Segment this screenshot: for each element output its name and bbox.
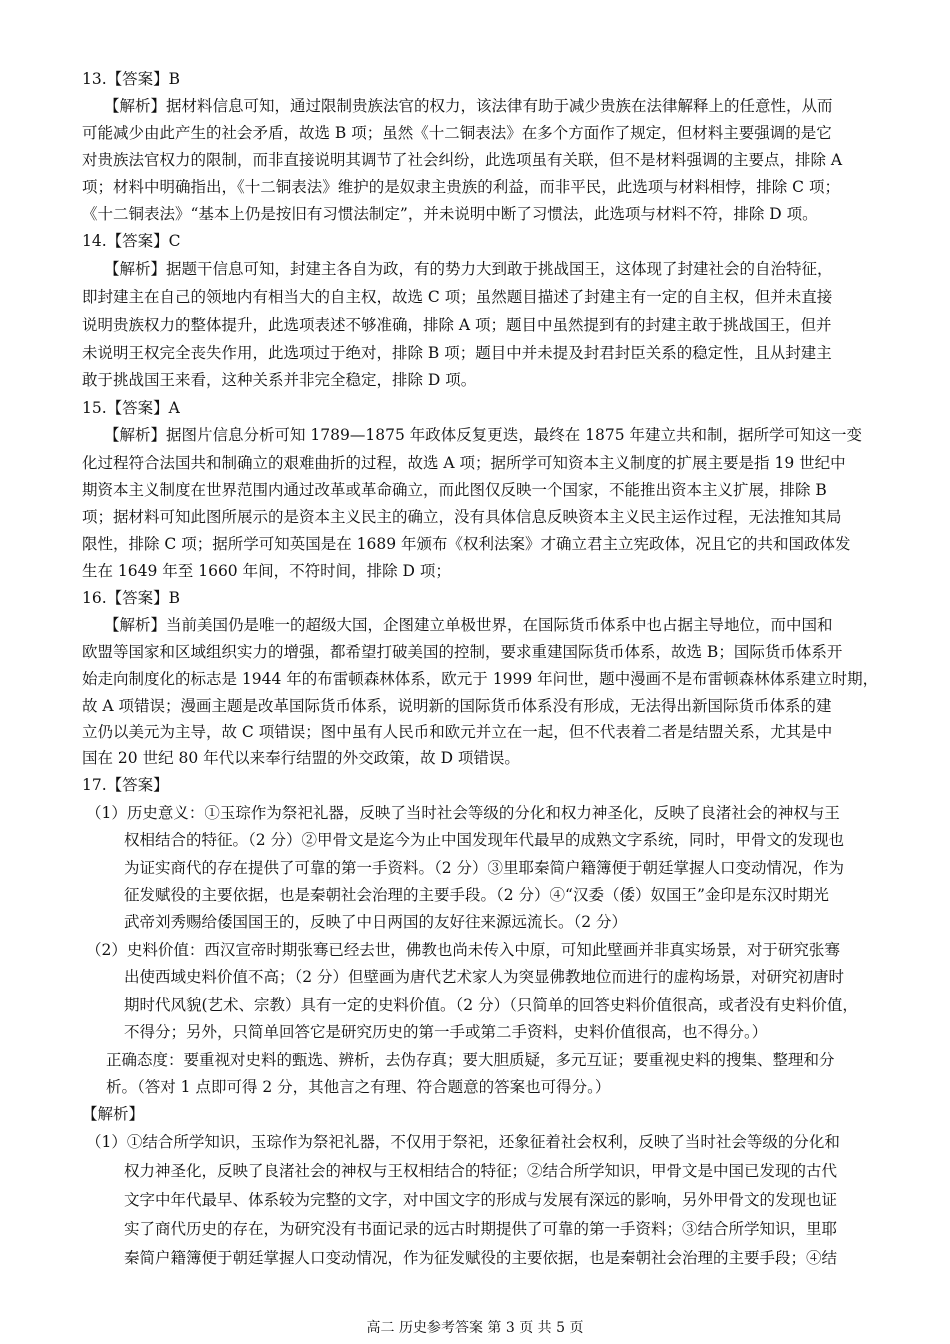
q16-answer: 16.【答案】B: [82, 589, 181, 607]
q16-analysis-line: 【解析】当前美国仍是唯一的超级大国，企图建立单极世界，在国际货币体系中也占据主导地位，而中国和: [104, 616, 833, 634]
q16-analysis-line: 故 A 项错误；漫画主题是改革国际货币体系，说明新的国际货币体系没有形成，无法得出新国际货币体系的建: [82, 697, 832, 715]
q15-analysis-line: 限性，排除 C 项；据所学可知英国是在 1689 年颁布《权利法案》才确立君主立宪政体，况且它的共和国政体发: [82, 535, 851, 553]
q16-analysis-line: 立仍以美元为主导，故 C 项错误；图中虽有人民币和欧元并立在一起，但不代表着二者是结盟关系，尤其是中: [82, 723, 833, 741]
q15-analysis-line: 化过程符合法国共和制确立的艰难曲折的过程，故选 A 项；据所学可知资本主义制度的扩展主要是指 19 世纪中: [82, 454, 846, 472]
q17-attitude-line: 析。（答对 1 点即可得 2 分，其他言之有理、符合题意的答案也可得分。）: [106, 1078, 611, 1096]
q14-analysis-line: 说明贵族权力的整体提升，此选项表述不够准确，排除 A 项；题目中虽然提到有的封建主敢于挑战国王，但并: [82, 316, 832, 334]
q17-analysis-line: 文字中年代最早、体系较为完整的文字，对中国文字的形成与发展有深远的影响，另外甲骨文的发现也证: [124, 1191, 838, 1209]
q13-answer: 13.【答案】B: [82, 70, 181, 88]
q17-analysis-heading: 【解析】: [82, 1105, 145, 1123]
q14-analysis-line: 即封建主在自己的领地内有相当大的自主权，故选 C 项；虽然题目描述了封建主有一定的自主权，但并未直接: [82, 288, 833, 306]
page-footer: 高二 历史参考答案 第 3 页 共 5 页: [366, 1320, 584, 1336]
q17-part1-line: 为证实商代的存在提供了可靠的第一手资料。（2 分）③里耶秦简户籍簿便于朝廷掌握人口变动情况，作为: [124, 859, 845, 877]
q17-part1-line: 武帝刘秀赐给倭国国王的，反映了中日两国的友好往来源远流长。（2 分）: [124, 913, 628, 931]
q14-analysis-line: 未说明王权完全丧失作用，此选项过于绝对，排除 B 项；题目中并未提及封君封臣关系的稳定性，且从封建主: [82, 344, 832, 362]
q16-analysis-line: 欧盟等国家和区域组织实力的增强，都希望打破美国的控制，要求重建国际货币体系，故选 B；国际货币体系开: [82, 643, 843, 661]
q17-part2-line: （2）史料价值：西汉宣帝时期张骞已经去世，佛教也尚未传入中原，可知此壁画并非真实场景，对于研究张骞: [86, 941, 840, 959]
q13-analysis-line: 《十二铜表法》“基本上仍是按旧有习惯法制定”，并未说明中断了习惯法，此选项与材料不符，排除 D 项。: [82, 205, 818, 223]
q17-part1-line: （1）历史意义：①玉琮作为祭祀礼器，反映了当时社会等级的分化和权力神圣化，反映了良渚社会的神权与王: [86, 804, 840, 822]
q15-answer: 15.【答案】A: [82, 399, 180, 417]
q17-part2-line: 不得分；另外，只简单回答它是研究历史的第一手或第二手资料，史料价值很高，也不得分。）: [124, 1023, 768, 1041]
q17-part2-line: 出使西域史料价值不高；（2 分）但壁画为唐代艺术家人为突显佛教地位而进行的虚构场景，对研究初唐时: [124, 968, 845, 986]
q17-analysis-line: 秦简户籍簿便于朝廷掌握人口变动情况，作为征发赋役的主要依据，也是秦朝社会治理的主要手段；④结: [124, 1249, 838, 1267]
q14-analysis-line: 【解析】据题干信息可知，封建主各自为政，有的势力大到敢于挑战国王，这体现了封建社会的自治特征，: [104, 260, 833, 278]
q14-answer: 14.【答案】C: [82, 232, 181, 250]
q13-analysis-line: 对贵族法官权力的限制，而非直接说明其调节了社会纠纷，此选项虽有关联，但不是材料强调的主要点，排除 A: [82, 151, 843, 169]
q16-analysis-line: 始走向制度化的标志是 1944 年的布雷顿森林体系，欧元于 1999 年问世，题中漫画不是布雷顿森林体系建立时期，: [82, 670, 879, 688]
q17-answer: 17.【答案】: [82, 776, 169, 794]
q15-analysis-line: 生在 1649 年至 1660 年间，不符时间，排除 D 项；: [82, 562, 451, 580]
q13-analysis-line: 可能减少由此产生的社会矛盾，故选 B 项；虽然《十二铜表法》在多个方面作了规定，但材料主要强调的是它: [82, 124, 832, 142]
q17-part1-line: 权相结合的特征。（2 分）②甲骨文是迄今为止中国发现年代最早的成熟文字系统，同时，甲骨文的发现也: [124, 831, 845, 849]
q17-analysis-line: 权力神圣化，反映了良渚社会的神权与王权相结合的特征；②结合所学知识，甲骨文是中国已发现的古代: [124, 1162, 838, 1180]
q15-analysis-line: 项；据材料可知此图所展示的是资本主义民主的确立，没有具体信息反映资本主义民主运作过程，无法推知其局: [82, 508, 842, 526]
q16-analysis-line: 国在 20 世纪 80 年代以来奉行结盟的外交政策，故 D 项错误。: [82, 749, 520, 767]
q13-analysis-line: 【解析】据材料信息可知，通过限制贵族法官的权力，该法律有助于减少贵族在法律解释上的任意性，从而: [104, 97, 833, 115]
q15-analysis-line: 【解析】据图片信息分析可知 1789—1875 年政体反复更迭，最终在 1875 年建立共和制，据所学可知这一变: [104, 426, 863, 444]
q17-analysis-line: （1）①结合所学知识，玉琮作为祭祀礼器，不仅用于祭祀，还象征着社会权利，反映了当时社会等级的分化和: [86, 1133, 840, 1151]
q17-part1-line: 征发赋役的主要依据，也是秦朝社会治理的主要手段。（2 分）④“汉委（倭）奴国王”金印是东汉时期光: [124, 886, 829, 904]
q15-analysis-line: 期资本主义制度在世界范围内通过改革或革命确立，而此图仅反映一个国家，不能推出资本主义扩展，排除 B: [82, 481, 827, 499]
q14-analysis-line: 敢于挑战国王来看，这种关系并非完全稳定，排除 D 项。: [82, 371, 477, 389]
q17-analysis-line: 实了商代历史的存在，为研究没有书面记录的远古时期提供了可靠的第一手资料；③结合所学知识，里耶: [124, 1220, 838, 1238]
q13-analysis-line: 项；材料中明确指出，《十二铜表法》维护的是奴隶主贵族的利益，而非平民，此选项与材料相悖，排除 C 项；: [82, 178, 840, 196]
q17-part2-line: 期时代风貌(艺术、宗教）具有一定的史料价值。（2 分）（只简单的回答史料价值很高，或者没有史料价值，: [124, 996, 858, 1014]
q17-attitude-line: 正确态度：要重视对史料的甄选、辨析，去伪存真；要大胆质疑，多元互证；要重视史料的搜集、整理和分: [106, 1051, 835, 1069]
